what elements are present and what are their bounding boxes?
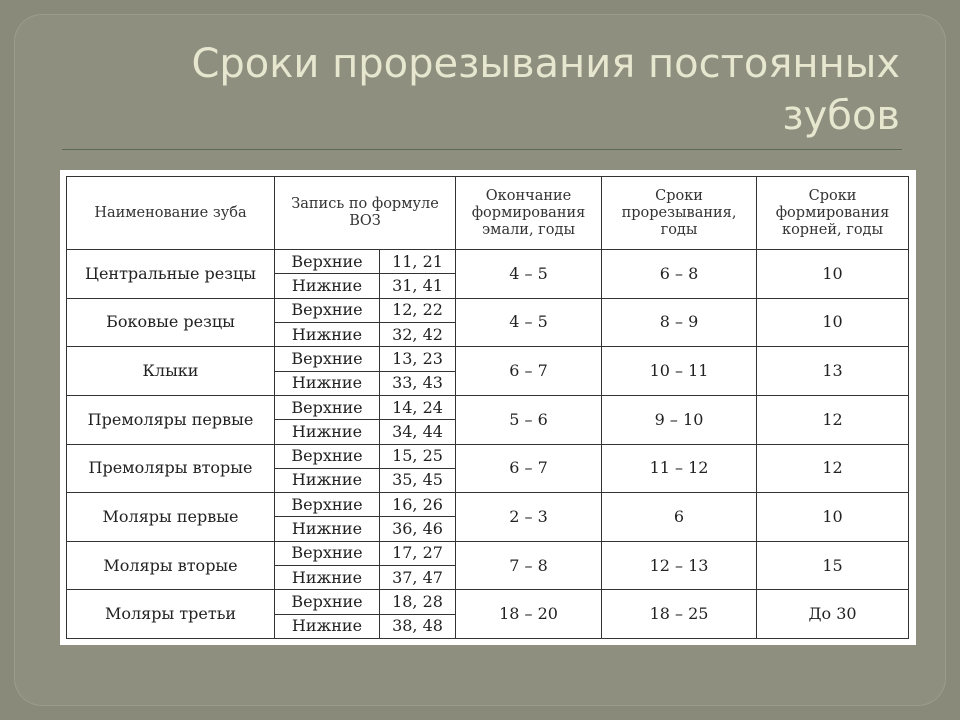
cell-enamel: 4 – 5 [456, 250, 602, 299]
cell-who-code-lower: 35, 45 [380, 468, 456, 492]
cell-tooth-name: Моляры третьи [67, 590, 275, 639]
slide-title-line-1: Сроки прорезывания постоянных [191, 41, 900, 87]
cell-who-code-upper: 11, 21 [380, 250, 456, 274]
header-tooth-name: Наименование зуба [67, 177, 275, 250]
cell-roots: 10 [757, 298, 909, 347]
cell-tooth-name: Премоляры вторые [67, 444, 275, 493]
cell-jaw-upper: Верхние [275, 347, 380, 371]
header-roots: Сроки формирования корней, годы [757, 177, 909, 250]
table-row [67, 493, 909, 517]
cell-who-code-upper: 15, 25 [380, 444, 456, 468]
cell-who-code-lower: 36, 46 [380, 517, 456, 541]
table-row [67, 590, 909, 614]
cell-tooth-name: Центральные резцы [67, 250, 275, 299]
cell-eruption: 8 – 9 [602, 298, 757, 347]
cell-jaw-lower: Нижние [275, 371, 380, 395]
cell-tooth-name: Премоляры первые [67, 395, 275, 444]
cell-jaw-upper: Верхние [275, 541, 380, 565]
slide-title-line-2: зубов [782, 93, 900, 139]
cell-roots: 13 [757, 347, 909, 396]
cell-enamel: 2 – 3 [456, 493, 602, 542]
cell-who-code-lower: 38, 48 [380, 614, 456, 638]
cell-jaw-lower: Нижние [275, 420, 380, 444]
cell-jaw-lower: Нижние [275, 322, 380, 346]
table-row [67, 444, 909, 468]
cell-who-code-lower: 37, 47 [380, 566, 456, 590]
cell-jaw-lower: Нижние [275, 614, 380, 638]
title-divider [62, 149, 902, 150]
table-container [60, 170, 916, 645]
cell-who-code-lower: 34, 44 [380, 420, 456, 444]
cell-tooth-name: Моляры первые [67, 493, 275, 542]
cell-eruption: 9 – 10 [602, 395, 757, 444]
cell-enamel: 5 – 6 [456, 395, 602, 444]
cell-jaw-lower: Нижние [275, 566, 380, 590]
table-body [67, 250, 909, 639]
table-row [67, 347, 909, 371]
cell-jaw-upper: Верхние [275, 298, 380, 322]
cell-jaw-lower: Нижние [275, 274, 380, 298]
cell-eruption: 6 [602, 493, 757, 542]
cell-roots: 12 [757, 395, 909, 444]
cell-tooth-name: Моляры вторые [67, 541, 275, 590]
table-row [67, 541, 909, 565]
cell-roots: 10 [757, 250, 909, 299]
cell-enamel: 7 – 8 [456, 541, 602, 590]
cell-who-code-upper: 12, 22 [380, 298, 456, 322]
cell-who-code-upper: 16, 26 [380, 493, 456, 517]
cell-jaw-upper: Верхние [275, 395, 380, 419]
cell-jaw-lower: Нижние [275, 517, 380, 541]
cell-jaw-upper: Верхние [275, 590, 380, 614]
header-enamel: Окончание формирования эмали, годы [456, 177, 602, 250]
table-row [67, 395, 909, 419]
cell-roots: 10 [757, 493, 909, 542]
table-row [67, 250, 909, 274]
table-row [67, 298, 909, 322]
cell-jaw-lower: Нижние [275, 468, 380, 492]
cell-enamel: 6 – 7 [456, 444, 602, 493]
cell-jaw-upper: Верхние [275, 444, 380, 468]
cell-who-code-upper: 13, 23 [380, 347, 456, 371]
cell-who-code-upper: 14, 24 [380, 395, 456, 419]
eruption-table [66, 176, 909, 639]
slide-title [80, 38, 900, 142]
cell-eruption: 18 – 25 [602, 590, 757, 639]
cell-who-code-upper: 18, 28 [380, 590, 456, 614]
header-eruption: Сроки прорезывания, годы [602, 177, 757, 250]
cell-eruption: 12 – 13 [602, 541, 757, 590]
cell-eruption: 6 – 8 [602, 250, 757, 299]
cell-eruption: 10 – 11 [602, 347, 757, 396]
cell-enamel: 4 – 5 [456, 298, 602, 347]
header-who-formula: Запись по формуле ВОЗ [275, 177, 456, 250]
cell-who-code-lower: 32, 42 [380, 322, 456, 346]
cell-who-code-upper: 17, 27 [380, 541, 456, 565]
cell-roots: 12 [757, 444, 909, 493]
cell-tooth-name: Боковые резцы [67, 298, 275, 347]
cell-tooth-name: Клыки [67, 347, 275, 396]
cell-jaw-upper: Верхние [275, 250, 380, 274]
cell-roots: До 30 [757, 590, 909, 639]
table-header-row [67, 177, 909, 250]
cell-eruption: 11 – 12 [602, 444, 757, 493]
cell-roots: 15 [757, 541, 909, 590]
cell-who-code-lower: 33, 43 [380, 371, 456, 395]
cell-enamel: 18 – 20 [456, 590, 602, 639]
cell-enamel: 6 – 7 [456, 347, 602, 396]
cell-who-code-lower: 31, 41 [380, 274, 456, 298]
cell-jaw-upper: Верхние [275, 493, 380, 517]
